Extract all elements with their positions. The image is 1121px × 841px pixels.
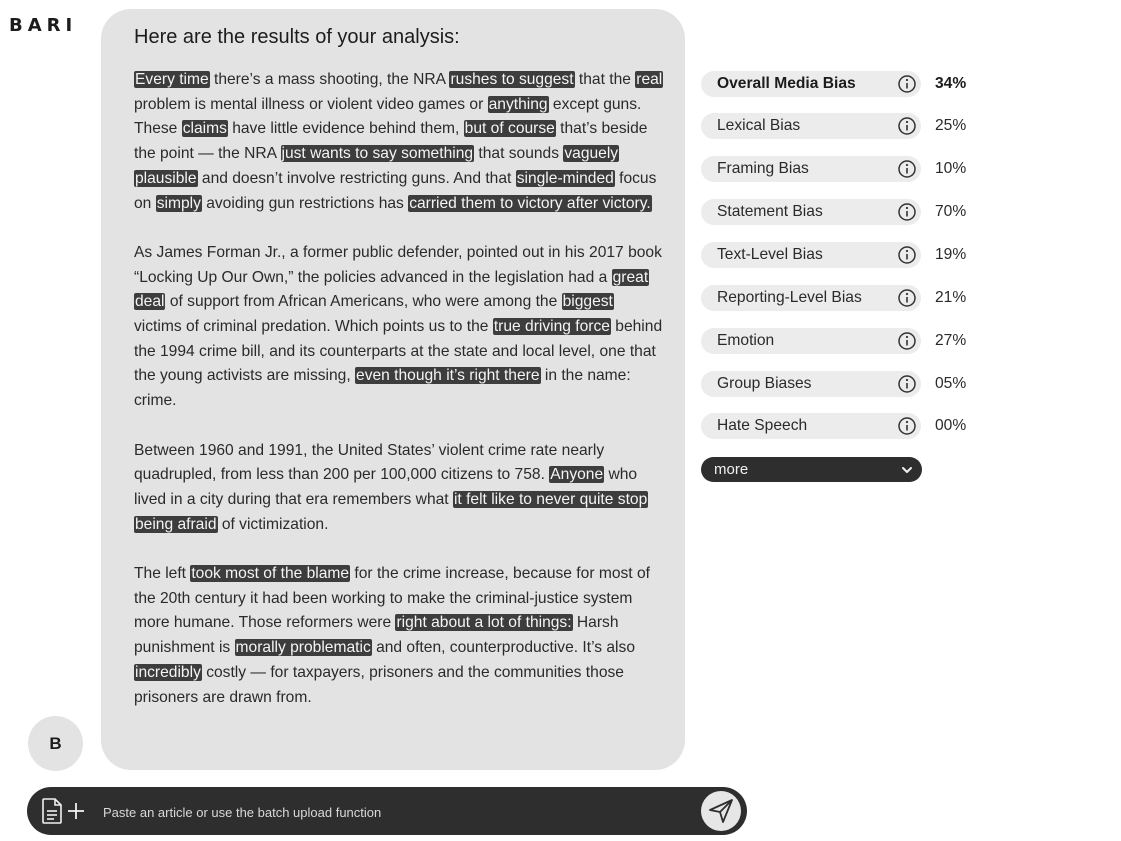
highlighted-phrase: Every time [135,71,209,88]
article-text-segment: Between 1960 and 1991, the United States’ violent crime rate nearly quadrupled, from less than 200 per 100,000 citizens to 758. [134,441,605,484]
info-icon[interactable] [897,288,917,308]
metric-row [701,413,976,439]
article-text-segment: and doesn’t involve restricting guns. And that [197,169,516,187]
metric-row [701,328,976,354]
send-button[interactable] [701,791,741,831]
highlighted-phrase: simply [156,194,201,212]
metric-row [701,242,976,268]
metric-row [701,371,976,397]
metric-label: Overall Media Bias [717,75,856,92]
chevron-down-icon [900,463,914,477]
article-text-segment: victims of criminal predation. Which points us to the [134,318,493,336]
metric-label: Statement Bias [717,203,823,220]
article-text-segment: Harsh punishment is [134,614,619,657]
app-logo: BARI [9,15,78,36]
info-icon[interactable] [897,416,917,436]
article-text [134,68,664,735]
send-icon [707,797,735,825]
metric-row [701,285,976,311]
metric-value: 25% [935,117,967,134]
highlighted-phrase: true driving force [493,318,610,336]
highlighted-phrase: great deal [135,268,649,311]
article-text-segment: that sounds [474,145,564,163]
info-icon[interactable] [897,245,917,265]
highlighted-phrase: but of course [464,120,555,138]
highlighted-phrase: right about a lot of things: [396,614,572,632]
article-text-segment: except guns. These [134,95,642,138]
article-paragraph [134,439,664,538]
highlighted-phrase: morally problematic [235,639,371,657]
file-icon[interactable] [41,798,63,824]
metric-label: Text-Level Bias [717,246,823,263]
info-icon[interactable] [897,202,917,222]
metric-row [701,156,976,182]
metric-label: Reporting-Level Bias [717,289,862,306]
article-text-segment: for the crime increase, because for most of the 20th century it had been working to make the criminal-justice system more humane. Those reformers were [134,565,650,632]
article-text-segment: that the [574,71,636,88]
article-text-segment: behind the 1994 crime bill, and its counterparts at the state and local level, one that the young activists are missing, [134,318,663,385]
highlighted-phrase: it felt like to never quite stop being afraid [135,490,648,533]
highlighted-phrase: claims [182,120,227,138]
avatar[interactable]: B [28,716,83,771]
article-text-segment: have little evidence behind them, [227,120,464,138]
highlighted-phrase: took most of the blame [191,565,350,583]
metric-value: 05% [935,375,967,392]
info-icon[interactable] [897,116,917,136]
article-text-segment: costly — for taxpayers, prisoners and the communities those prisoners are drawn from. [134,663,624,706]
metric-label: Lexical Bias [717,117,801,134]
highlighted-phrase: vaguely plausible [135,145,619,187]
article-text-segment: that’s beside the point — the NRA [134,120,648,163]
input-bar [27,787,747,835]
highlighted-phrase: rushes to suggest [450,71,574,88]
metric-row [701,113,976,139]
plus-icon[interactable] [67,802,85,820]
article-text-segment: there’s a mass shooting, the NRA [209,71,450,88]
panel-title: Here are the results of your analysis: [134,26,460,48]
article-paragraph [134,562,664,710]
article-paragraph [134,68,664,216]
metric-row [701,71,976,97]
metric-row [701,199,976,225]
metric-value: 00% [935,417,967,434]
metric-value: 19% [935,246,967,263]
article-input[interactable] [101,799,695,825]
more-button-label: more [714,461,749,478]
article-text-segment: As James Forman Jr., a former public defender, pointed out in his 2017 book “Locking Up Our Own,” the policies advanced in the legislation had a [134,243,662,286]
metric-label: Hate Speech [717,417,808,434]
highlighted-phrase: carried them to victory after victory. [409,194,651,212]
metric-value: 34% [935,75,967,92]
article-text-segment: who lived in a city during that era remembers what [134,466,638,508]
more-button[interactable] [701,457,922,482]
metric-value: 27% [935,332,967,349]
article-text-segment: of support from African Americans, who were among the [165,293,562,311]
article-text-segment: in the name: crime. [134,367,631,410]
article-text-segment: avoiding gun restrictions has [201,194,409,212]
article-text-segment: of victimization. [217,515,329,533]
metric-label: Framing Bias [717,160,809,177]
highlighted-phrase: incredibly [135,663,201,681]
highlighted-phrase: real [636,71,663,88]
article-text-segment: problem is mental illness or violent video games or [134,95,488,113]
article-text-segment: The left [134,565,191,583]
highlighted-phrase: single-minded [516,169,614,187]
metric-value: 10% [935,160,967,177]
article-paragraph [134,241,664,414]
info-icon[interactable] [897,374,917,394]
article-text-segment: focus on [134,169,657,212]
highlighted-phrase: Anyone [550,466,604,484]
metric-value: 21% [935,289,967,306]
metric-label: Emotion [717,332,775,349]
highlighted-phrase: even though it’s right there [356,367,540,385]
metric-value: 70% [935,203,967,220]
info-icon[interactable] [897,74,917,94]
highlighted-phrase: just wants to say something [281,145,474,163]
highlighted-phrase: anything [488,95,548,113]
article-text-segment: and often, counterproductive. It’s also [371,639,635,657]
highlighted-phrase: biggest [562,293,613,311]
info-icon[interactable] [897,159,917,179]
info-icon[interactable] [897,331,917,351]
metric-label: Group Biases [717,375,812,392]
